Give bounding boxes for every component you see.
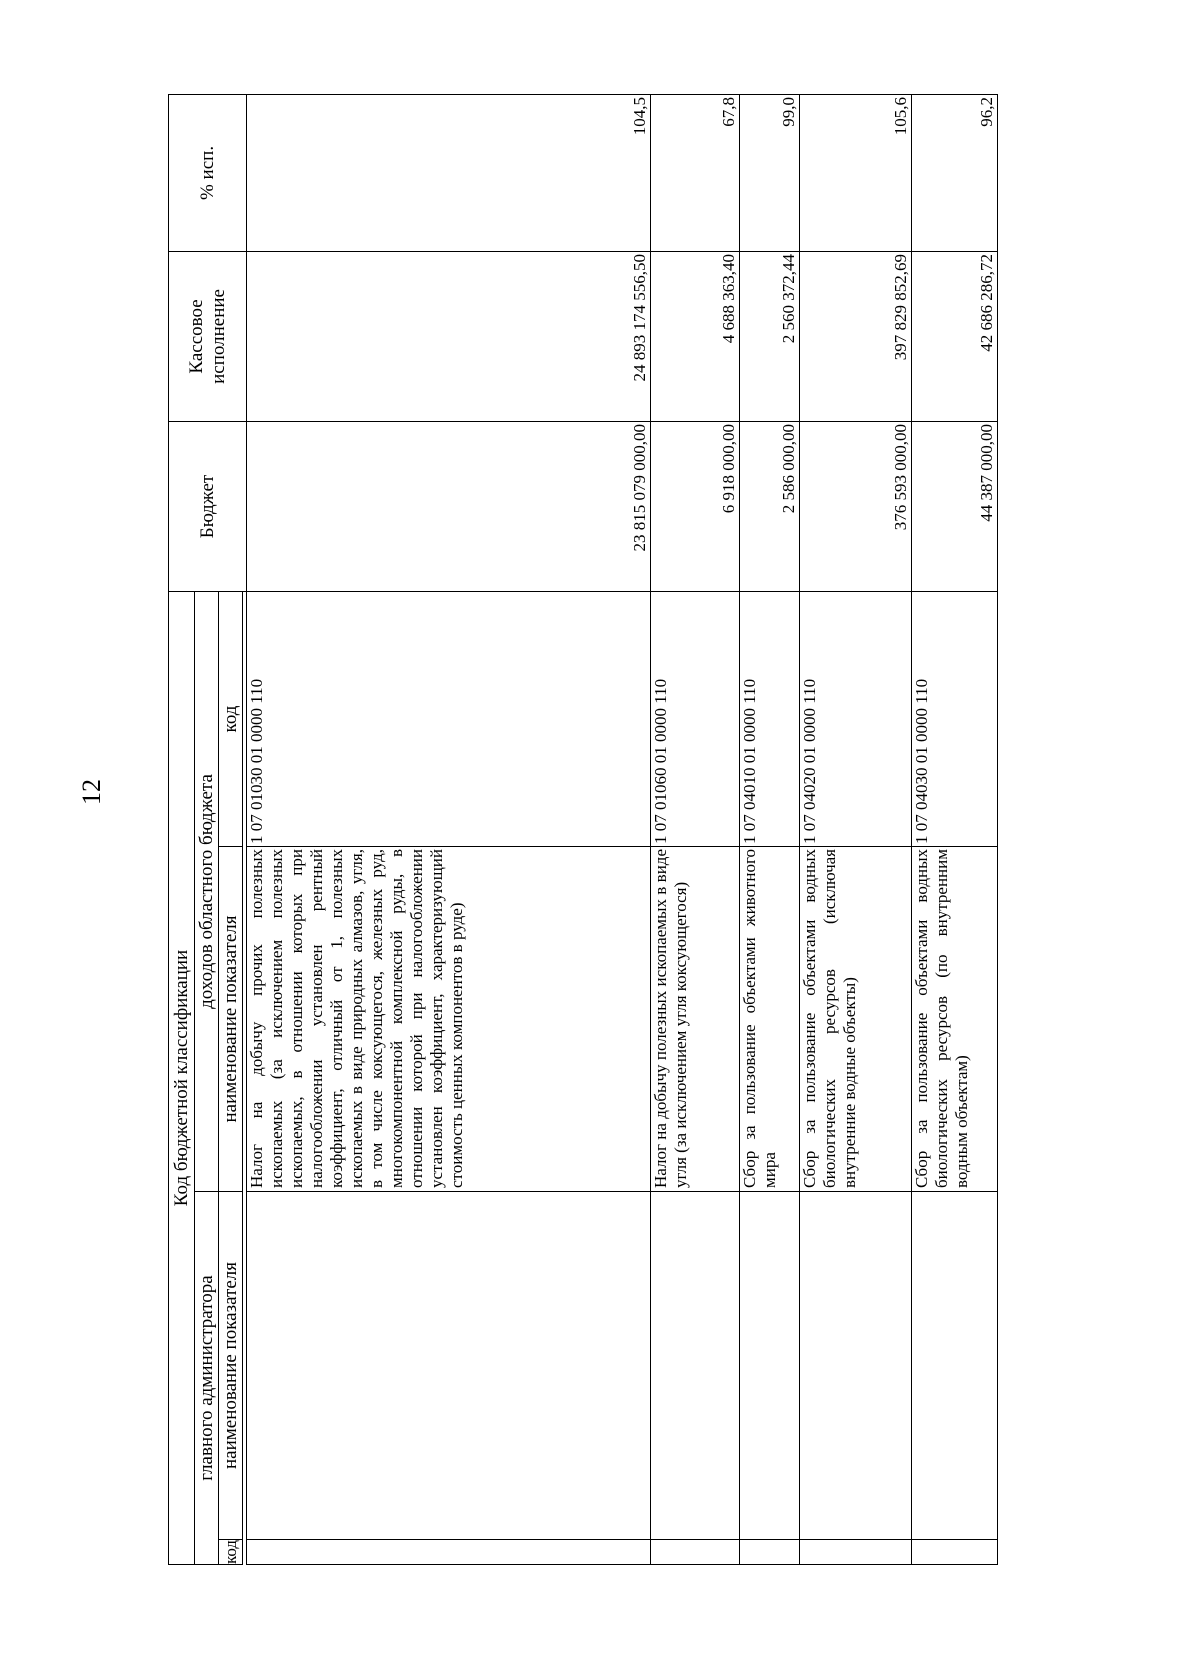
admin-name-cell (739, 1192, 799, 1540)
admin-name-cell (799, 1192, 911, 1540)
header-cash-execution: Кассовое исполнение (169, 251, 247, 421)
admin-name-cell (911, 1192, 997, 1540)
budget-cell: 23 815 079 000,00 (247, 421, 651, 591)
income-code-cell: 1 07 04020 01 0000 110 (799, 591, 911, 846)
table-row (651, 94, 740, 1564)
budget-cell: 44 387 000,00 (911, 421, 997, 591)
admin-code-cell (799, 1540, 911, 1565)
header-percent: % исп. (169, 94, 247, 251)
budget-cell: 376 593 000,00 (799, 421, 911, 591)
admin-name-cell (247, 1192, 651, 1540)
cash-execution-cell: 2 560 372,44 (739, 251, 799, 421)
header-regional-income: доходов областного бюджета (195, 591, 219, 1191)
header-admin-indicator-name: наименование показателя (219, 1192, 243, 1540)
percent-cell: 67,8 (651, 94, 740, 251)
admin-code-cell (739, 1540, 799, 1565)
admin-code-cell (247, 1540, 651, 1565)
header-income-code: код (219, 591, 243, 846)
indicator-name-cell: Сбор за пользование объектами животного мира (739, 847, 799, 1192)
indicator-name-cell: Сбор за пользование объектами водных биологических ресурсов (исключая внутренние водные объекты) (799, 847, 911, 1192)
cash-execution-cell: 4 688 363,40 (651, 251, 740, 421)
income-code-cell: 1 07 04030 01 0000 110 (911, 591, 997, 846)
indicator-name-cell: Налог на добычу полезных ископаемых в виде угля (за исключением угля коксующегося) (651, 847, 740, 1192)
budget-table (168, 94, 998, 1565)
admin-code-cell (911, 1540, 997, 1565)
header-chief-admin: главного администратора (195, 1192, 219, 1565)
income-code-cell: 1 07 01060 01 0000 110 (651, 591, 740, 846)
cash-execution-cell: 397 829 852,69 (799, 251, 911, 421)
indicator-name-cell: Налог на добычу прочих полезных ископаемых (за исключением полезных ископаемых, в отношении которых при налогообложении установлен рентный коэффициент, отличный от 1, полезных ископаемых в виде природных алмазов, угля, в том числе коксующегося, железных руд, многокомпонентной комплексной руды, в отношении которой при налогообложении установлен коэффициент, характеризующий стоимость ценных компонентов в руде) (247, 847, 651, 1192)
budget-cell: 6 918 000,00 (651, 421, 740, 591)
header-budget: Бюджет (169, 421, 247, 591)
admin-code-cell (651, 1540, 740, 1565)
page-number: 12 (77, 779, 106, 805)
percent-cell: 105,6 (799, 94, 911, 251)
table-row (247, 94, 651, 1564)
header-admin-code: код (219, 1540, 243, 1565)
cash-execution-cell: 24 893 174 556,50 (247, 251, 651, 421)
indicator-name-cell: Сбор за пользование объектами водных биологических ресурсов (по внутренним водным объектам) (911, 847, 997, 1192)
budget-cell: 2 586 000,00 (739, 421, 799, 591)
header-income-indicator-name: наименование показателя (219, 847, 243, 1192)
admin-name-cell (651, 1192, 740, 1540)
percent-cell: 96,2 (911, 94, 997, 251)
table-row (739, 94, 799, 1564)
percent-cell: 104,5 (247, 94, 651, 251)
income-code-cell: 1 07 01030 01 0000 110 (247, 591, 651, 846)
cash-execution-cell: 42 686 286,72 (911, 251, 997, 421)
table-row (911, 94, 997, 1564)
table-row (799, 94, 911, 1564)
header-classification-code: Код бюджетной классификации (169, 591, 195, 1564)
rotated-page-content (168, 95, 998, 1565)
percent-cell: 99,0 (739, 94, 799, 251)
income-code-cell: 1 07 04010 01 0000 110 (739, 591, 799, 846)
